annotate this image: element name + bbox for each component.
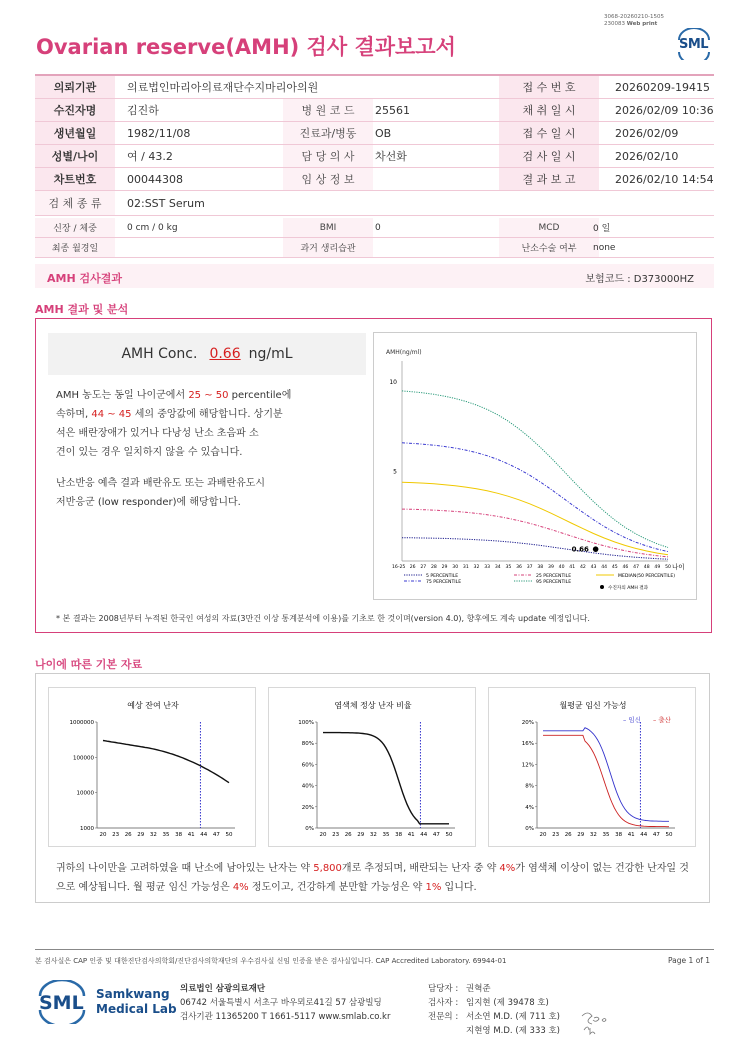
x-tick: 44: [420, 832, 428, 838]
info-row-5: [35, 168, 714, 191]
value-specimen: 02:SST Serum: [127, 196, 205, 210]
x-tick: 40: [558, 565, 565, 570]
x-tick: 23: [552, 832, 560, 838]
x-tick: 43: [590, 565, 597, 570]
info-row-6: [35, 191, 714, 216]
value-clinical-info: [375, 168, 495, 190]
footnote: * 본 결과는 2008년부터 누적된 한국인 여성의 자료(3만건 이상 통계분석에 이용)를 기초로 한 것이며(version 4.0), 향후에도 계속 update 예정입니다.: [56, 614, 590, 623]
amh-percentile-chart: [373, 332, 697, 600]
curve-p5: [402, 538, 668, 560]
x-tick: 30: [452, 565, 459, 570]
birth-line: [543, 735, 669, 826]
label-ovarian-surgery: 난소수술 여부: [499, 238, 599, 257]
x-tick: 38: [175, 832, 183, 838]
patient-marker-label: 0.66: [571, 545, 589, 554]
x-tick: 47: [212, 832, 220, 838]
info-row-2: [35, 99, 714, 122]
x-tick: 29: [357, 832, 365, 838]
value-institution: 의료법인마리아의료재단수지마리아의원: [127, 81, 319, 94]
label-last-period: 최종 월경일: [35, 238, 115, 257]
x-tick: 45: [611, 565, 618, 570]
x-tick: 41: [187, 832, 195, 838]
label-clinical-info: 임 상 정 보: [283, 168, 373, 190]
normal-eggs-svg: [269, 688, 477, 848]
x-unit: 나이: [672, 563, 685, 571]
signature: [578, 1008, 608, 1038]
x-tick: 36: [516, 565, 522, 570]
y-axis-label: AMH(ng/ml): [386, 349, 422, 356]
y-tick: 40%: [301, 783, 314, 790]
info-row-1: [35, 76, 714, 99]
org-info: 의료법인 삼광의료재단 06742 서울특별시 서초구 바우뫼로41길 57 삼광빌딩 검사기관 11365200 T 1661-5117 www.smlab.co.kr: [180, 984, 391, 1022]
y-tick: 10000: [76, 790, 94, 797]
label-tested: 검 사 일 시: [499, 145, 599, 167]
x-tick: 44: [601, 565, 608, 570]
label-received: 접 수 일 시: [499, 122, 599, 144]
label-department: 진료과/병동: [283, 122, 373, 144]
legend-label: 수진자의 AMH 결과: [608, 586, 649, 591]
value-tested: 2026/02/10: [615, 149, 679, 163]
normal-eggs-line: [323, 733, 449, 824]
y-tick: 20%: [521, 720, 534, 726]
value-collected: 2026/02/09 10:36: [615, 103, 714, 117]
chart-pregnancy-rate: [488, 687, 696, 847]
legend-label: MEDIAN(50 PERCENTILE): [618, 574, 676, 579]
legend-label: 25 PERCENTILE: [536, 574, 572, 579]
x-tick: 32: [369, 832, 377, 838]
y-tick-10: 10: [389, 378, 397, 386]
x-tick: 48: [643, 565, 650, 570]
pregnancy-line: [543, 728, 669, 822]
x-tick: 50: [225, 832, 233, 838]
label-height-weight: 신장 / 체중: [35, 218, 115, 237]
label-doctor: 담 당 의 사: [283, 145, 373, 167]
y-tick: 60%: [301, 762, 314, 769]
label-collected: 채 취 일 시: [499, 99, 599, 121]
curve-p75: [402, 443, 668, 552]
y-tick: 80%: [301, 741, 314, 748]
chart-remaining-eggs: [48, 687, 256, 847]
chart-title: 예상 잔여 난자: [127, 701, 179, 710]
label-receipt-no: 접 수 번 호: [499, 76, 599, 98]
x-tick: 50: [665, 832, 673, 838]
info-row-3: [35, 122, 714, 145]
value-dob: 1982/11/08: [127, 126, 191, 140]
value-ovarian-surgery: none: [593, 242, 616, 253]
x-tick: 35: [162, 832, 170, 838]
label-menstrual-history: 과거 생리습관: [283, 238, 373, 257]
x-tick: 32: [149, 832, 157, 838]
label-dob: 생년월일: [35, 122, 115, 144]
x-tick: 35: [505, 565, 512, 570]
x-tick: 29: [577, 832, 585, 838]
staff-info: 담당자 : 권혁준 검사자 : 임지현 (제 39478 호) 전문의 : 서소연 M.D. (제 711 호) 지현영 M.D. (제 333 호): [428, 984, 561, 1036]
remaining-eggs-line: [103, 741, 229, 783]
x-tick: 26: [344, 832, 352, 838]
y-tick: 12%: [521, 762, 534, 769]
x-tick: 23: [112, 832, 120, 838]
label-mcd: MCD: [499, 218, 599, 237]
value-hospital-code: 25561: [375, 103, 410, 117]
value-reported: 2026/02/10 14:54: [615, 172, 714, 186]
label-patient-name: 수진자명: [35, 99, 115, 121]
x-tick: 34: [494, 565, 501, 570]
x-tick: 28: [430, 565, 437, 570]
value-bmi: 0: [375, 222, 381, 233]
x-tick: 38: [395, 832, 403, 838]
x-tick: 29: [137, 832, 145, 838]
y-tick: 100000: [73, 755, 94, 762]
legend-pregnancy: – 임신: [623, 716, 641, 724]
x-tick: 32: [473, 565, 480, 570]
y-tick: 8%: [525, 783, 534, 790]
x-tick: 42: [579, 565, 586, 570]
value-received: 2026/02/09: [615, 126, 679, 140]
x-tick: 41: [407, 832, 415, 838]
label-reported: 결 과 보 고: [499, 168, 599, 190]
legend-label: 75 PERCENTILE: [426, 580, 462, 585]
label-specimen: 검 체 종 류: [35, 191, 115, 215]
label-sex-age: 성별/나이: [35, 145, 115, 167]
y-tick: 20%: [301, 804, 314, 811]
chart-title: 염색체 정상 난자 비율: [334, 701, 412, 710]
y-tick: 0%: [305, 826, 314, 832]
y-tick: 0%: [525, 826, 534, 832]
value-chart-no: 00044308: [127, 172, 183, 186]
page-number: Page 1 of 1: [668, 956, 711, 965]
x-tick: 47: [652, 832, 660, 838]
insurance-code: 보험코드 : D373000HZ: [585, 274, 694, 285]
x-tick: 35: [382, 832, 390, 838]
value-height-weight: 0 cm / 0 kg: [127, 222, 178, 233]
remaining-eggs-svg: [49, 688, 257, 848]
x-tick: 47: [432, 832, 440, 838]
x-tick: 29: [441, 565, 448, 570]
x-tick: 39: [548, 565, 554, 570]
value-department: OB: [375, 126, 392, 140]
value-last-period: [127, 238, 277, 257]
pregnancy-rate-svg: [489, 688, 697, 848]
conc-box: AMH Conc. 0.66 ng/mL: [48, 333, 366, 375]
x-tick: 44: [200, 832, 208, 838]
x-tick: 49: [654, 565, 661, 570]
x-tick: 26: [564, 832, 572, 838]
footer-logo: SML Samkwang Medical Lab: [36, 980, 166, 1024]
x-tick: 20: [99, 832, 107, 838]
x-tick: 23: [332, 832, 340, 838]
value-patient-name: 김진하: [127, 104, 159, 117]
x-tick: 50: [665, 565, 671, 570]
x-tick: 44: [640, 832, 648, 838]
cert-text: 본 검사실은 CAP 인증 및 대한진단검사의학회/진단검사의학재단의 우수검사실 신임 인증을 받은 검사실입니다. CAP Accredited Laboratory. 69944-01: [35, 957, 507, 965]
label-hospital-code: 병 원 코 드: [283, 99, 373, 121]
x-tick: 33: [484, 565, 491, 570]
label-chart-no: 차트번호: [35, 168, 115, 190]
analysis-section-title: AMH 결과 및 분석: [35, 303, 129, 316]
x-tick: 46: [622, 565, 629, 570]
amh-result-header: AMH 검사결과 보험코드 : D373000HZ: [35, 264, 714, 288]
y-tick: 4%: [525, 804, 534, 811]
report-code: 3068-20260210-1505 230083 Web print: [604, 14, 664, 27]
sml-logo: SML: [674, 28, 714, 60]
curve-p95: [402, 391, 668, 548]
x-tick: 32: [589, 832, 597, 838]
conc-value: 0.66: [209, 346, 241, 362]
y-tick: 1000000: [69, 720, 94, 726]
analysis-text: AMH 농도는 동일 나이군에서 25 ~ 50 percentile에 속하며, 44 ~ 45 세의 중앙값에 해당합니다. 상기분 석은 배란장애가 있거나 다낭성 난소 초음파 소 견이 있는 경우 일치하지 않을 수 있습니다. 난소반응 예측 결과 배란유도 또는 과배란유도시 저반응군 (low responder)에 해당합니다.: [56, 390, 292, 508]
legend-birth: – 출산: [653, 716, 671, 724]
x-tick: 27: [420, 565, 427, 570]
page-title: Ovarian reserve(AMH) 검사 결과보고서: [36, 35, 456, 59]
x-tick: 38: [537, 565, 544, 570]
y-tick: 16%: [521, 741, 534, 748]
label-bmi: BMI: [283, 218, 373, 237]
summary-text: 귀하의 나이만을 고려하였을 때 난소에 남아있는 난자는 약 5,800개로 추정되며, 배란되는 난자 중 약 4%가 염색체 이상이 없는 건강한 난자일 것 으로 예상됩니다. 월 평균 임신 가능성은 4% 정도이고, 건강하게 분만할 가능성은 약 1% 입니다.: [56, 863, 689, 893]
y-tick: 1000: [80, 826, 94, 832]
curve-p50: [402, 482, 668, 555]
value-sex-age: 여 / 43.2: [127, 150, 173, 163]
x-tick: 35: [602, 832, 610, 838]
x-tick: 38: [615, 832, 623, 838]
value-menstrual-history: [375, 238, 495, 257]
value-receipt-no: 20260209-19415: [615, 80, 710, 94]
info-row-7: [35, 218, 714, 238]
legend-label: 5 PERCENTILE: [426, 574, 459, 579]
x-tick: 37: [526, 565, 533, 570]
x-tick: 26: [409, 565, 416, 570]
x-tick: 47: [633, 565, 640, 570]
x-tick: 20: [539, 832, 547, 838]
y-tick: 100%: [298, 720, 314, 726]
x-tick: 16-25: [392, 565, 406, 570]
chart-title: 월평균 임신 가능성: [559, 701, 627, 710]
legend-marker: [600, 585, 604, 589]
x-tick: 41: [569, 565, 576, 570]
value-mcd: 0 일: [593, 224, 611, 234]
amh-percentile-svg: [374, 333, 698, 601]
x-tick: 26: [124, 832, 132, 838]
label-institution: 의뢰기관: [35, 76, 115, 98]
y-tick-5: 5: [393, 468, 397, 476]
value-doctor: 차선화: [375, 150, 407, 163]
age-section-title: 나이에 따른 기본 자료: [35, 658, 143, 671]
curve-p25: [402, 509, 668, 557]
x-tick: 41: [627, 832, 635, 838]
chart-normal-eggs: [268, 687, 476, 847]
x-tick: 50: [445, 832, 453, 838]
legend-label: 95 PERCENTILE: [536, 580, 572, 585]
x-tick: 20: [319, 832, 327, 838]
patient-marker: [593, 546, 599, 552]
x-tick: 31: [462, 565, 469, 570]
info-row-4: [35, 145, 714, 168]
info-row-8: [35, 238, 714, 258]
